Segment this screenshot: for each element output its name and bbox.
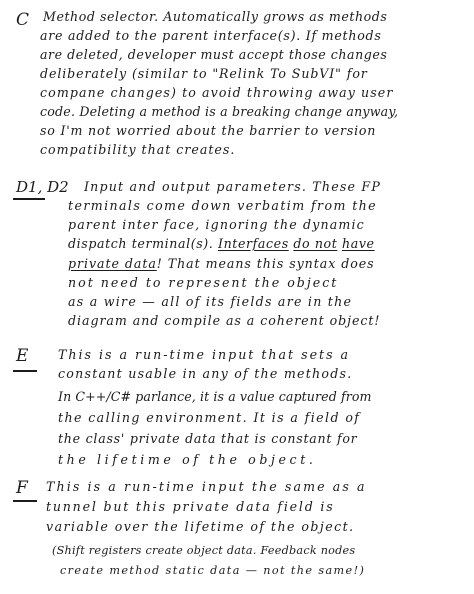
text-line: (Shift registers create object data. Feedback nodes: [52, 544, 356, 557]
text-line: variable over the lifetime of the object.: [46, 519, 355, 534]
text-line: constant usable in any of the methods.: [58, 366, 353, 381]
text-line: [68, 257, 375, 271]
text-line: are deleted, developer must accept those changes: [40, 47, 388, 62]
section-underline: [13, 370, 37, 372]
text-line: parent inter face, ignoring the dynamic: [68, 217, 365, 232]
text-line: create method static data — not the same!): [60, 564, 366, 577]
text-line: the calling environment. It is a field of: [58, 410, 361, 425]
section-letter: E: [16, 346, 30, 366]
text-line: compane changes) to avoid throwing away user: [40, 85, 394, 100]
text-line: Method selector. Automatically grows as methods: [43, 9, 388, 24]
section-underline: [13, 500, 37, 502]
text-line: tunnel but this private data field is: [46, 499, 335, 514]
text-line: This is a run-time input that sets a: [58, 347, 351, 362]
underlined-run: Interfaces: [218, 236, 289, 251]
text-run: ! That means this syntax does: [156, 256, 375, 271]
text-line: compatibility that creates.: [40, 142, 236, 157]
underlined-run: private data: [68, 256, 157, 271]
text-line: as a wire — all of its fields are in the: [68, 294, 353, 309]
text-line: the lifetime of the object.: [58, 452, 317, 467]
text-line: Input and output parameters. These FP: [84, 179, 381, 194]
text-line: This is a run-time input the same as a: [46, 479, 367, 494]
text-line: not need to represent the object: [68, 275, 339, 290]
text-line: are added to the parent interface(s). If methods: [40, 28, 382, 43]
text-line: the class' private data that is constant for: [58, 431, 358, 446]
section-letter: F: [16, 478, 29, 498]
text-line: deliberately (similar to "Relink To SubVI" for: [40, 66, 368, 81]
text-line: [68, 237, 375, 251]
text-line: so I'm not worried about the barrier to version: [40, 123, 377, 138]
underlined-run: do not: [293, 236, 338, 251]
underlined-run: have: [342, 236, 375, 251]
text-run: dispatch terminal(s).: [68, 236, 218, 251]
section-letter: C: [16, 10, 31, 30]
text-line: terminals come down verbatim from the: [68, 198, 378, 213]
text-line: code. Deleting a method is a breaking change anyway,: [40, 104, 399, 119]
text-line: In C++/C# parlance, it is a value captured from: [58, 389, 372, 404]
section-underline: [13, 198, 45, 200]
text-line: diagram and compile as a coherent object!: [68, 313, 381, 328]
section-letter: D1, D2: [16, 178, 69, 196]
